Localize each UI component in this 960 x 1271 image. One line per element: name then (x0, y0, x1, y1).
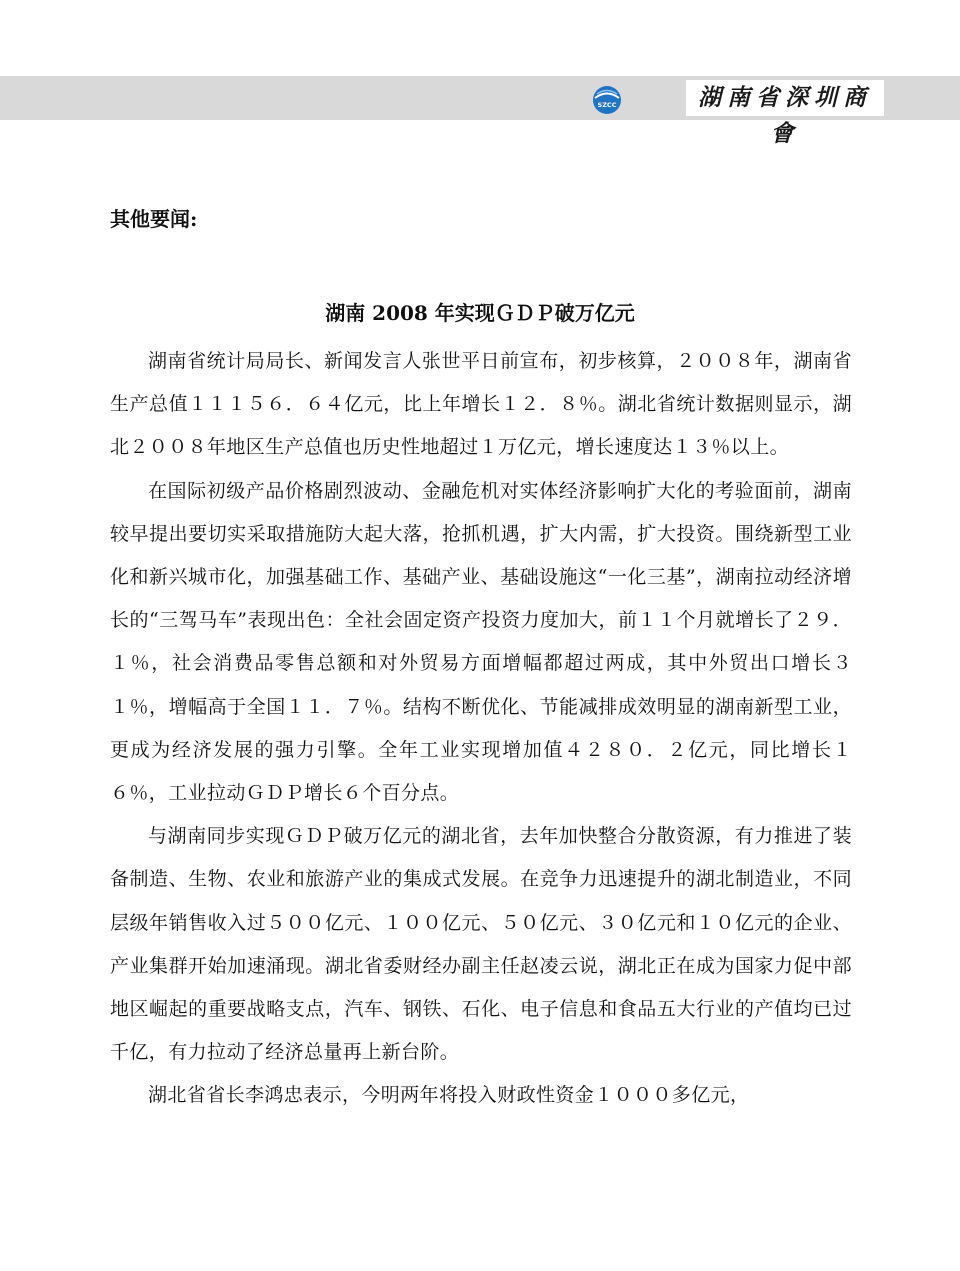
chamber-name: 湖南省深圳商會 (686, 80, 884, 116)
article-paragraph: 湖北省省长李鸿忠表示，今明两年将投入财政性资金１０００多亿元， (148, 1084, 750, 1107)
article-paragraph: 与湖南同步实现ＧＤＰ破万亿元的湖北省，去年加快整合分散资源，有力推进了装备制造、生物、农业和旅游产业的集成式发展。在竞争力迅速提升的湖北制造业，不同层级年销售收入过５００亿元、１００亿元、５０亿元、３０亿元和１０亿元的企业、产业集群开始加速涌现。湖北省委财经办副主任赵凌云说，湖北正在成为国家力促中部地区崛起的重要战略支点，汽车、钢铁、石化、电子信息和食品五大行业的产值均已过千亿，有力拉动了经济总量再上新台阶。 (110, 825, 852, 1064)
section-label: 其他要闻: (110, 207, 198, 231)
article-paragraph: 湖南省统计局局长、新闻发言人张世平日前宣布，初步核算，２００８年，湖南省生产总值１１１５６．６４亿元，比上年增长１２．８％。湖北省统计数据则显示，湖北２００８年地区生产总值也历史性地超过１万亿元，增长速度达１３％以上。 (110, 350, 852, 459)
article-title: 湖南 2008 年实现ＧＤＰ破万亿元 (325, 301, 635, 325)
chamber-logo-icon (592, 85, 622, 115)
logo-text: SZCC (597, 101, 617, 109)
article-paragraph: 在国际初级产品价格剧烈波动、金融危机对实体经济影响扩大化的考验面前，湖南较早提出要切实采取措施防大起大落，抢抓机遇，扩大内需，扩大投资。围绕新型工业化和新兴城市化，加强基础工作、基础产业、基础设施这“一化三基”，湖南拉动经济增长的“三驾马车”表现出色：全社会固定资产投资力度加大，前１１个月就增长了２９．１％，社会消费品零售总额和对外贸易方面增幅都超过两成，其中外贸出口增长３１％，增幅高于全国１１．７％。结构不断优化、节能减排成效明显的湖南新型工业，更成为经济发展的强力引擎。全年工业实现增加值４２８０．２亿元，同比增长１６％，工业拉动ＧＤＰ增长６个百分点。 (110, 479, 852, 805)
article-body (110, 340, 852, 1118)
